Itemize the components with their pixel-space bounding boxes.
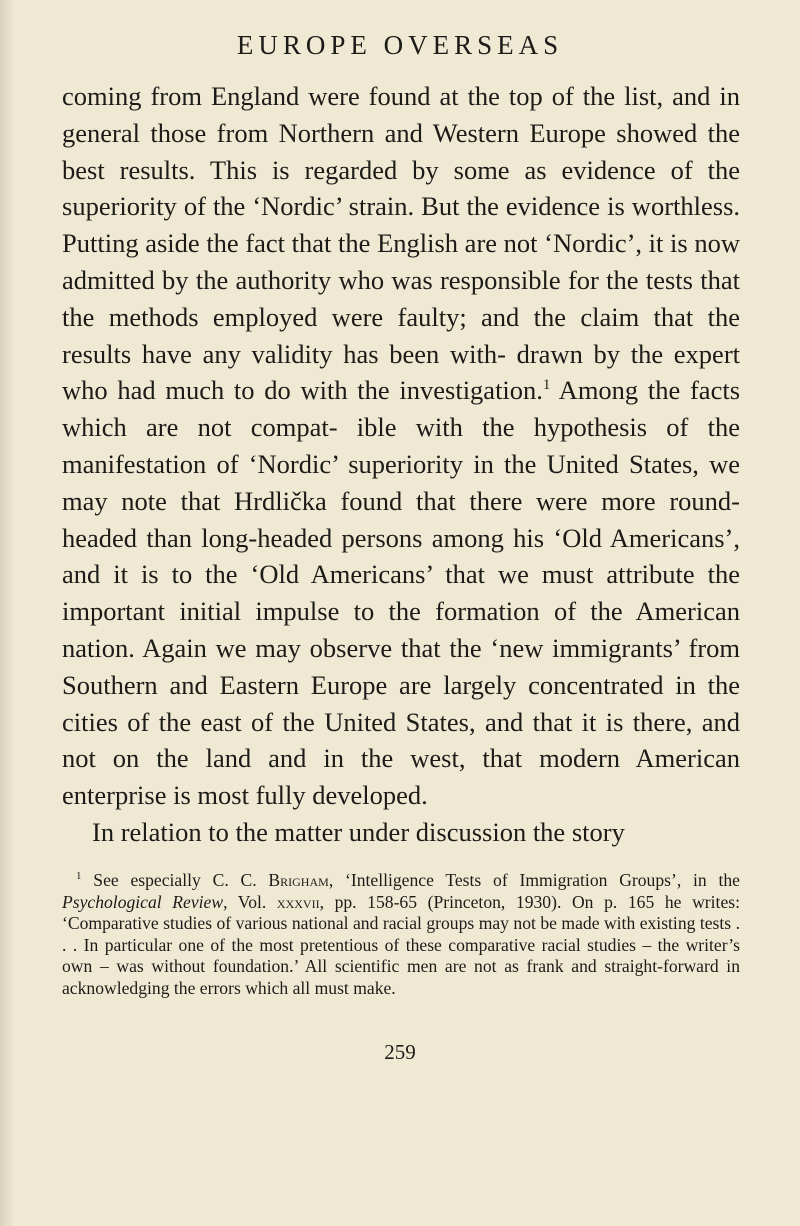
text-line: Europe showed the best results. This is regarded by (62, 117, 740, 185)
main-text (62, 78, 740, 851)
text-line: coming from England were found at the top of the list, (62, 81, 664, 111)
text-line: admitted by the authority who was responsible for the (62, 264, 639, 295)
text-line: some as evidence of the superiority of the ‘Nordic’ (62, 154, 740, 222)
text-line: the fact that the English are not ‘Nordic’, it is now (206, 228, 740, 259)
footnote-marker: 1 (76, 870, 82, 883)
text-line: immigrants’ from Southern and Eastern Europe are (62, 632, 741, 700)
text-line: Hrdlička found that there were more round-headed (62, 485, 740, 553)
footnote-author: Brigham (268, 870, 329, 890)
text-line: superiority in the United States, we may note that (62, 448, 741, 516)
text-line: than long-headed persons among his ‘Old Americans’, (146, 522, 741, 553)
footnote-journal: Psychological Review (62, 891, 224, 912)
text-line: most fully developed. (197, 780, 428, 811)
text-line: largely concentrated in the cities of the east of the (62, 669, 740, 737)
text-line: and it is to the ‘Old Americans’ that we must attribute (62, 559, 695, 590)
text-line: tests that the methods employed were faulty; and the (62, 264, 740, 332)
page-number: 259 (384, 1040, 416, 1064)
text-line: United States, and that it is there, and not on the land (62, 706, 740, 774)
text-line: ible with the hypothesis of the manifestation of ‘Nordic’ (62, 412, 740, 479)
text-line: American nation. Again we may observe that the ‘new (62, 596, 740, 663)
running-head: EUROPE OVERSEAS (236, 30, 564, 60)
text-line: and in general those from Northern and Western (62, 81, 741, 148)
text-line: investigation.$^1$ Among the facts which are not compat- (62, 375, 741, 443)
footnote: $^1$ See especially C. C. Brigham, ‘Intelligence Tests of Immigration Groups’, in the Psychological Review, Vol. xxxvii, pp. 158-65 (Princeton, 1930). On p. 165 he writes: ‘Comparative studies of various national and racial groups may not be made with existing tests . . . In particular one of the most pretentious of these comparative racial studies – the writer’s own – was without foundation.’ All scientific men are not as frank and straight-forward in acknowledging the errors which all must make. (62, 870, 740, 998)
text-line: and in the west, that modern American enterprise is (62, 743, 740, 811)
text-line: the important initial impulse to the formation of the (62, 559, 740, 627)
footnote-reference: 1 (542, 377, 551, 394)
footnote-volume: xxxvii (276, 891, 320, 912)
text-line: strain. But the evidence is worthless. Putting aside (62, 191, 741, 259)
text-line: claim that the results have any validity has been with- (62, 301, 740, 369)
paragraph: In relation to the matter under discussion the story (92, 816, 625, 847)
text-line: drawn by the expert who had much to do with the (62, 338, 741, 406)
paragraph (62, 78, 740, 814)
